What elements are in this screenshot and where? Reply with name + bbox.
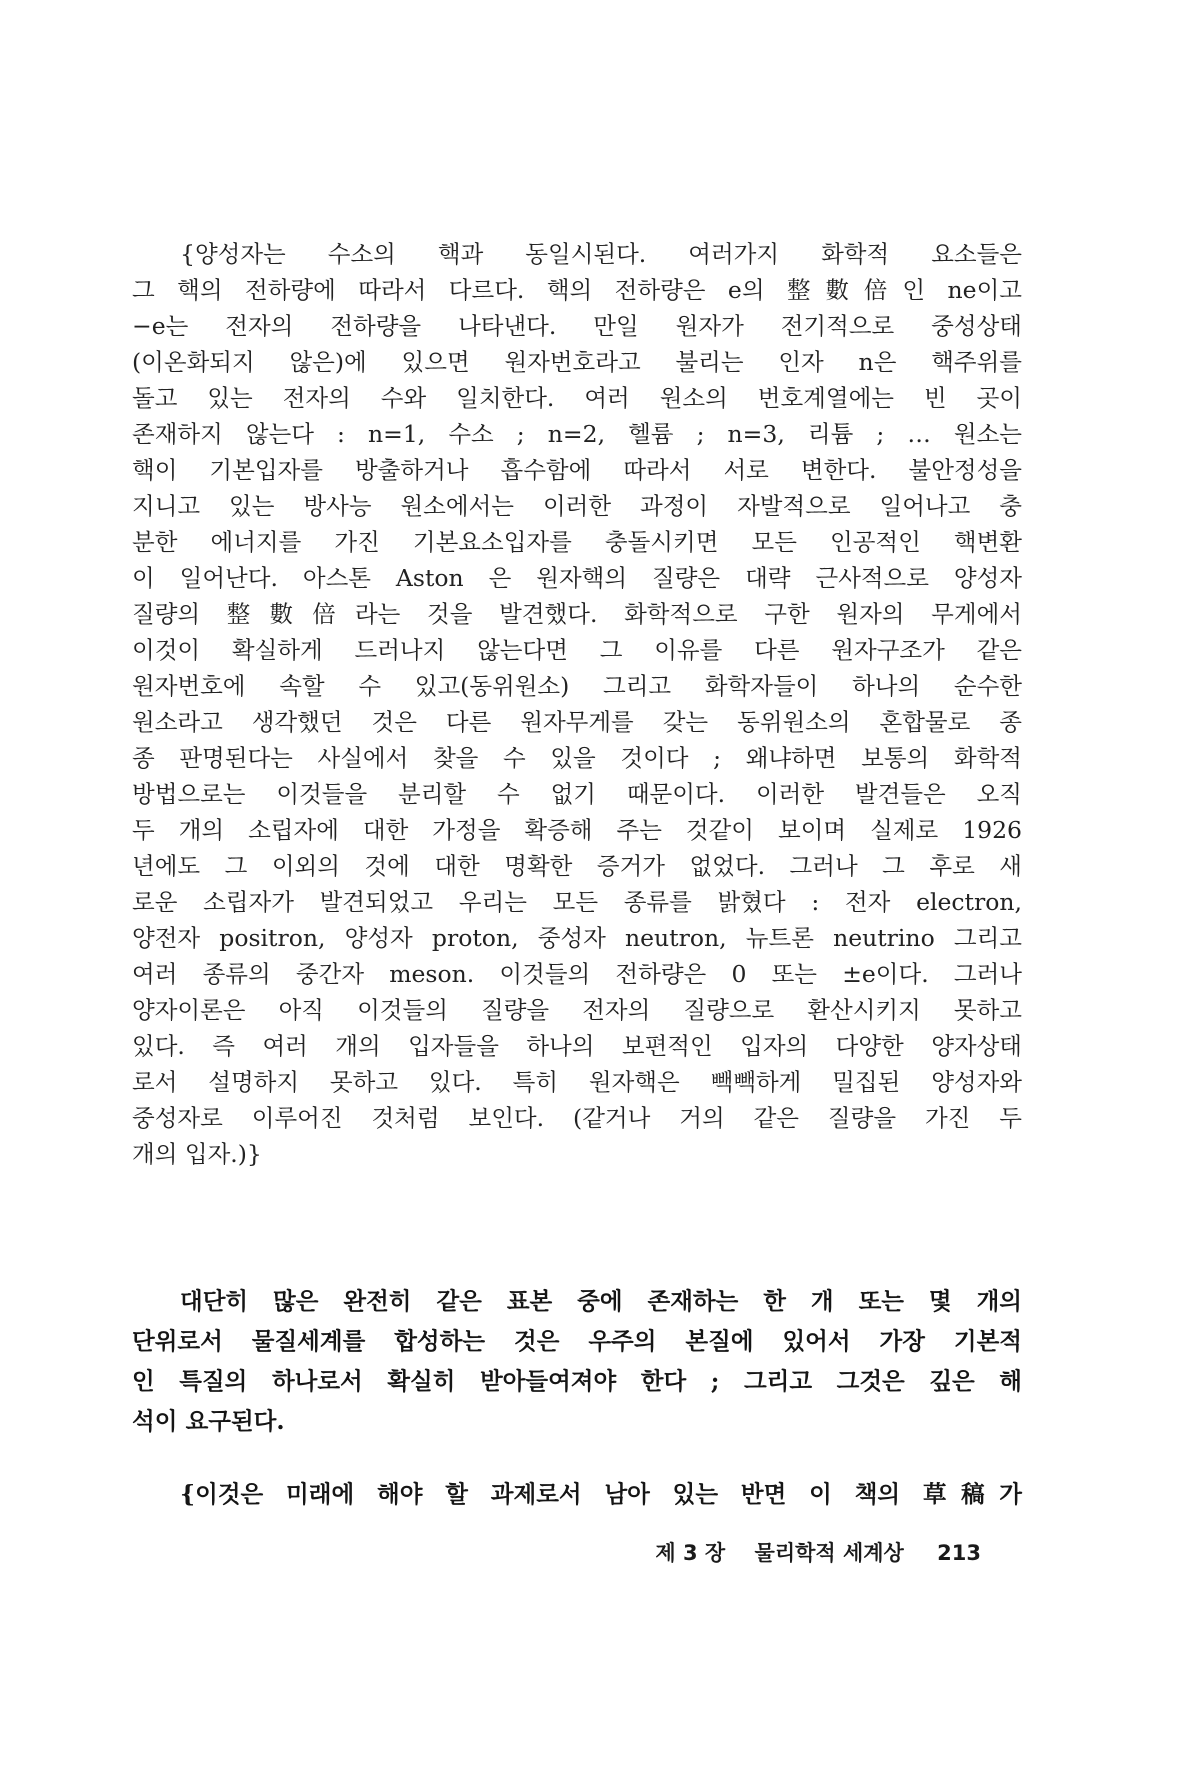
closing-paragraph — [132, 1476, 1022, 1512]
text-line: 년에도 그 이외의 것에 대한 명확한 증거가 없었다. 그러나 그 후로 새 — [132, 852, 1022, 880]
text-line: 이 일어난다. 아스톤 Aston 은 원자핵의 질량은 대략 근사적으로 양성자 — [132, 564, 1022, 592]
chapter-label: 제 3 장 — [655, 1541, 726, 1565]
chapter-title: 물리학적 세계상 — [754, 1541, 904, 1565]
text-line: {이것은 미래에 해야 할 과제로서 남아 있는 반면 이 책의 草稿가 — [180, 1480, 1022, 1508]
text-line: 여러 종류의 중간자 meson. 이것들의 전하량은 0 또는 ±e이다. 그러나 — [132, 960, 1022, 988]
text-line: 인 특질의 하나로서 확실히 받아들여져야 한다 ; 그리고 그것은 깊은 해 — [132, 1367, 1022, 1395]
text-line: 질량의 整數倍라는 것을 발견했다. 화학적으로 구한 원자의 무게에서 — [132, 600, 1022, 628]
text-line: 로서 설명하지 못하고 있다. 특히 원자핵은 빽빽하게 밀집된 양성자와 — [132, 1068, 1022, 1096]
text-line: 존재하지 않는다 : n=1, 수소 ; n=2, 헬륨 ; n=3, 리튬 ; … 원소는 — [132, 420, 1022, 448]
text-line: 단위로서 물질세계를 합성하는 것은 우주의 본질에 있어서 가장 기본적 — [132, 1327, 1022, 1355]
page-number: 213 — [937, 1541, 981, 1565]
text-line: 원소라고 생각했던 것은 다른 원자무게를 갖는 동위원소의 혼합물로 종 — [132, 708, 1022, 736]
text-line: 이것이 확실하게 드러나지 않는다면 그 이유를 다른 원자구조가 같은 — [132, 636, 1022, 664]
text-line: 석이 요구된다. — [132, 1407, 285, 1435]
text-line: (이온화되지 않은)에 있으면 원자번호라고 불리는 인자 n은 핵주위를 — [132, 348, 1022, 376]
text-line: 두 개의 소립자에 대한 가정을 확증해 주는 것같이 보이며 실제로 1926 — [132, 816, 1022, 844]
text-line: 대단히 많은 완전히 같은 표본 중에 존재하는 한 개 또는 몇 개의 — [180, 1287, 1022, 1315]
text-line: 양전자 positron, 양성자 proton, 중성자 neutron, 뉴트론 neutrino 그리고 — [132, 924, 1022, 952]
text-line: 그 핵의 전하량에 따라서 다르다. 핵의 전하량은 e의 整數倍인 ne이고 — [132, 276, 1022, 304]
text-line: 돌고 있는 전자의 수와 일치한다. 여러 원소의 번호계열에는 빈 곳이 — [132, 384, 1022, 412]
text-line: 원자번호에 속할 수 있고(동위원소) 그리고 화학자들이 하나의 순수한 — [132, 672, 1022, 700]
text-line: 중성자로 이루어진 것처럼 보인다. (같거나 거의 같은 질량을 가진 두 — [132, 1104, 1022, 1132]
text-line: 분한 에너지를 가진 기본요소입자를 충돌시키면 모든 인공적인 핵변환 — [132, 528, 1022, 556]
text-line: {양성자는 수소의 핵과 동일시된다. 여러가지 화학적 요소들은 — [180, 240, 1022, 268]
text-line: 종 판명된다는 사실에서 찾을 수 있을 것이다 ; 왜냐하면 보통의 화학적 — [132, 744, 1022, 772]
text-line: 로운 소립자가 발견되었고 우리는 모든 종류를 밝혔다 : 전자 electron, — [132, 888, 1022, 916]
text-line: 핵이 기본입자를 방출하거나 흡수함에 따라서 서로 변한다. 불안정성을 — [132, 456, 1022, 484]
text-line: 방법으로는 이것들을 분리할 수 없기 때문이다. 이러한 발견들은 오직 — [132, 780, 1022, 808]
text-line: 지니고 있는 방사능 원소에서는 이러한 과정이 자발적으로 일어나고 충 — [132, 492, 1022, 520]
text-line: 있다. 즉 여러 개의 입자들을 하나의 보편적인 입자의 다양한 양자상태 — [132, 1032, 1022, 1060]
bracketed-paragraph — [132, 236, 1022, 1172]
bold-paragraph — [132, 1281, 1022, 1441]
page-footer — [655, 1537, 981, 1567]
text-line: 양자이론은 아직 이것들의 질량을 전자의 질량으로 환산시키지 못하고 — [132, 996, 1022, 1024]
text-line: 개의 입자.)} — [132, 1140, 262, 1168]
text-line: −e는 전자의 전하량을 나타낸다. 만일 원자가 전기적으로 중성상태 — [132, 312, 1022, 340]
